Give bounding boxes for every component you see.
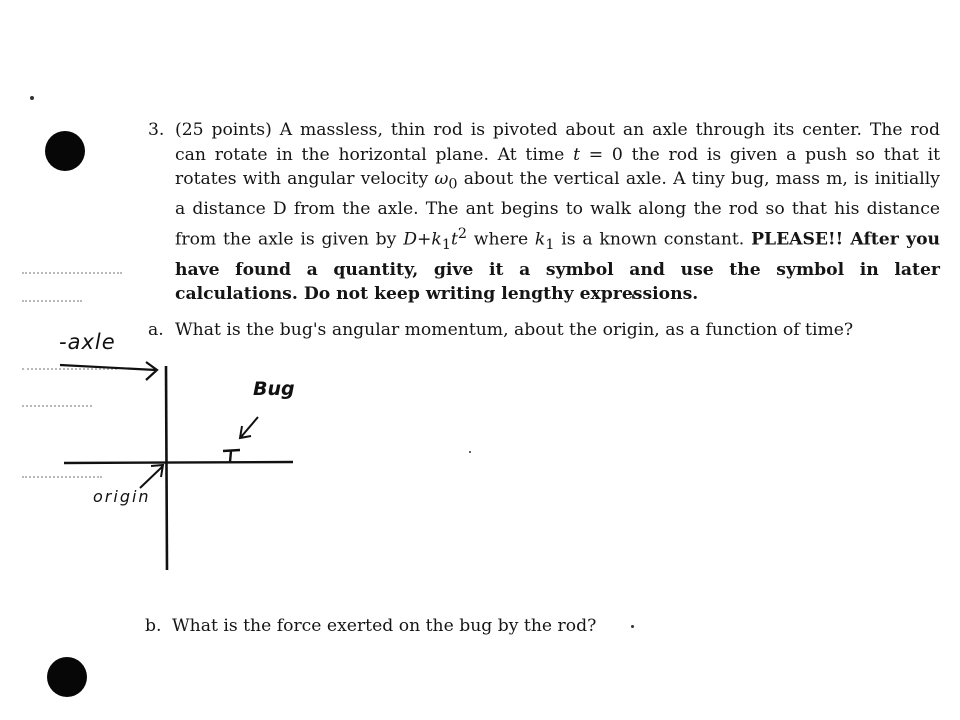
points-label: (25 points) <box>175 120 272 140</box>
part-b-text: What is the force exerted on the bug by the rod? <box>172 616 597 636</box>
omega-subscript: 0 <box>448 176 458 193</box>
emphasis-note: PLEASE!! After you have found a quantity, give it a symbol and use the symbol in later calculations. Do not keep writing lengthy expressions. <box>175 229 941 305</box>
k-subscript: 1 <box>545 236 555 253</box>
expression-t-exponent: 2 <box>457 225 467 242</box>
axle-arrow <box>60 362 157 380</box>
part-a-label: a. <box>148 320 164 340</box>
omega-variable: ω <box>434 169 449 190</box>
part-a-text: What is the bug's angular momentum, about the origin, as a function of time? <box>175 320 854 340</box>
problem-text: about the vertical axle. A tiny bug, mass m, is initially a distance D from the axle. The ant begins to walk along the rod so that his distance from the axle is given by <box>175 169 940 250</box>
origin-arrow <box>140 465 163 488</box>
problem-text: where <box>473 229 529 250</box>
problem-number: 3. <box>148 120 165 140</box>
bug-annotation: Bug <box>253 378 295 400</box>
bug-mark <box>223 450 240 462</box>
problem-text: = 0 the rod is given a push so that it rotates with angular velocity <box>175 144 941 190</box>
problem-text: is a known constant. <box>561 229 745 250</box>
expression-d: D <box>403 229 417 250</box>
expression-k-subscript: 1 <box>441 236 451 253</box>
expression-k: k <box>431 229 442 250</box>
vertical-axis-line <box>166 366 167 570</box>
part-b-label: b. <box>145 616 162 636</box>
part-b-question <box>145 614 596 638</box>
time-variable: t <box>573 144 580 165</box>
k-variable: k <box>534 229 546 250</box>
expression-plus: + <box>416 229 432 250</box>
axle-annotation: -axle <box>59 330 116 354</box>
bug-arrow <box>240 417 258 438</box>
expression-t: t <box>450 229 458 250</box>
origin-annotation: origin <box>93 487 151 506</box>
problem-text: A massless, thin rod is pivoted about an axle through its center. The rod can rotate in the horizontal plane. At time <box>175 120 941 165</box>
horizontal-rod-line <box>64 462 293 463</box>
